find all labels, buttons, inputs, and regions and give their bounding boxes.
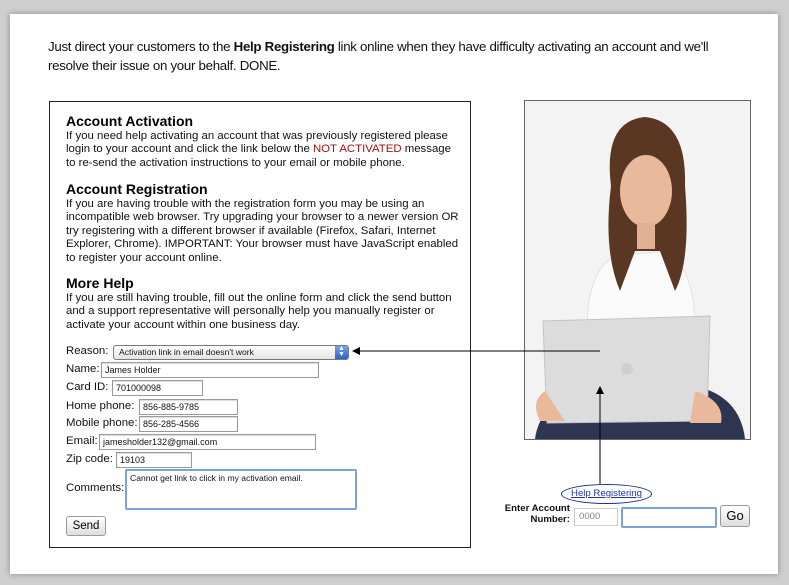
- registration-text: If you are having trouble with the registration form you may be using an incompatible web browser. Try upgrading your browser to a newer version OR try registering with a different browser if available (Firefox, Safari, Internet Explorer, Chrome). IMPORTANT: Your browser must have JavaScript enabled to register your account online.: [66, 198, 459, 264]
- reason-select-value: Activation link in email doesn't work: [119, 347, 254, 357]
- send-button[interactable]: Send: [66, 516, 106, 536]
- laptop-logo: [621, 363, 633, 375]
- help-registering-link[interactable]: Help Registering: [561, 484, 652, 504]
- woman-with-laptop-photo: [524, 100, 751, 440]
- more-help-text: If you are still having trouble, fill out the online form and click the send button and a support representative will personally help you manually register or activate your account within one business day.: [66, 292, 452, 331]
- comments-label: Comments:: [66, 482, 125, 494]
- account-label-line1: Enter Account: [504, 503, 570, 514]
- help-panel: [49, 101, 471, 548]
- photo-illustration: [525, 101, 750, 439]
- intro-text-bold: Help Registering: [233, 39, 335, 54]
- email-input[interactable]: jamesholder132@gmail.com: [99, 434, 316, 450]
- zip-code-input[interactable]: 19103: [116, 452, 192, 468]
- mobile-phone-label: Mobile phone:: [66, 417, 138, 429]
- activation-title: Account Activation: [66, 113, 194, 129]
- card-id-label: Card ID:: [66, 381, 109, 393]
- home-phone-input[interactable]: 856-885-9785: [139, 399, 238, 415]
- name-label: Name:: [66, 363, 100, 375]
- not-activated-label: NOT ACTIVATED: [312, 143, 402, 156]
- comments-textarea[interactable]: Cannot get link to click in my activation email.: [125, 469, 357, 510]
- reason-label: Reason:: [66, 345, 109, 357]
- neck-shape: [637, 223, 655, 249]
- mobile-phone-input[interactable]: 856-285-4566: [139, 416, 238, 432]
- registration-title: Account Registration: [66, 181, 208, 197]
- account-number-label: [492, 503, 570, 525]
- account-number-input[interactable]: 0000: [574, 508, 618, 526]
- more-help-title: More Help: [66, 275, 134, 291]
- card-id-input[interactable]: 701000098: [112, 380, 203, 396]
- home-phone-label: Home phone:: [66, 400, 135, 412]
- reason-select[interactable]: [113, 345, 349, 360]
- intro-text: [48, 37, 748, 75]
- activation-text: [66, 130, 461, 170]
- intro-text-end: link online when they have difficulty activating an account and we'll resolve their issue on your behalf. DONE.: [48, 39, 709, 73]
- select-arrows-icon: ▲ ▼: [335, 346, 348, 359]
- go-button[interactable]: Go: [720, 505, 750, 527]
- activation-text-part1: If you need help activating an account that was previously registered please login to your account and click the link below the: [66, 130, 448, 156]
- account-label-line2: Number:: [530, 514, 570, 525]
- account-number-input-focused[interactable]: [621, 507, 717, 528]
- name-input[interactable]: James Holder: [101, 362, 319, 378]
- activation-text-part2: message to re-send the activation instructions to your email or mobile phone.: [66, 143, 451, 169]
- intro-text-start: Just direct your customers to the: [48, 39, 234, 54]
- email-label: Email:: [66, 435, 98, 447]
- zip-code-label: Zip code:: [66, 453, 113, 465]
- face-shape: [620, 155, 672, 227]
